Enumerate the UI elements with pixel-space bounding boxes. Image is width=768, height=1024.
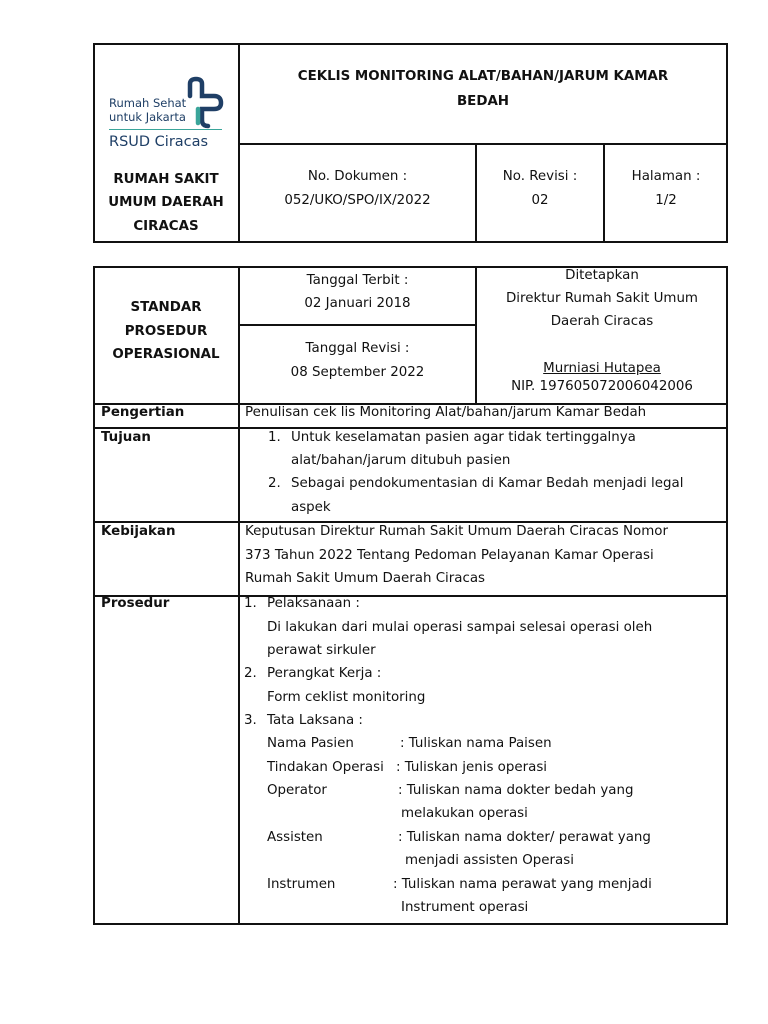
- field-desc-operator-line-1: : Tuliskan nama dokter bedah yang: [398, 783, 634, 798]
- kebijakan-line-2: 373 Tahun 2022 Tentang Pedoman Pelayanan Kamar Operasi: [245, 548, 654, 563]
- tujuan-item-1-line-2: alat/bahan/jarum ditubuh pasien: [291, 453, 511, 468]
- field-label-nama-pasien: Nama Pasien: [267, 736, 354, 751]
- tujuan-item-1-num: 1.: [268, 430, 281, 445]
- prosedur-step-2-num: 2.: [244, 666, 257, 681]
- document-title-line-2: BEDAH: [456, 94, 510, 109]
- signer-nip: NIP. 197605072006042006: [511, 379, 693, 394]
- prosedur-step-2-line-1: Form ceklist monitoring: [267, 690, 426, 705]
- revision-date-label: Tanggal Revisi :: [305, 341, 410, 356]
- logo-name: RSUD Ciracas: [109, 134, 209, 150]
- kebijakan-line-3: Rumah Sakit Umum Daerah Ciracas: [245, 571, 486, 586]
- field-label-operator: Operator: [267, 783, 327, 798]
- tujuan-item-1-line-1: Untuk keselamatan pasien agar tidak tertinggalnya: [291, 430, 636, 445]
- field-desc-instrumen-line-1: : Tuliskan nama perawat yang menjadi: [393, 877, 652, 892]
- institution-line-1: RUMAH SAKIT: [113, 172, 219, 187]
- pengertian-text: Penulisan cek lis Monitoring Alat/bahan/jarum Kamar Bedah: [245, 405, 647, 420]
- tujuan-label: Tujuan: [101, 430, 151, 445]
- approver-title-line-1: Direktur Rumah Sakit Umum: [506, 291, 698, 306]
- prosedur-step-3-num: 3.: [244, 713, 257, 728]
- tujuan-item-2-line-2: aspek: [291, 500, 331, 515]
- field-desc-assisten-line-2: menjadi assisten Operasi: [405, 853, 574, 868]
- prosedur-label: Prosedur: [101, 596, 170, 611]
- field-desc-operator-line-2: melakukan operasi: [401, 806, 528, 821]
- field-desc-assisten-line-1: : Tuliskan nama dokter/ perawat yang: [398, 830, 651, 845]
- field-label-instrumen: Instrumen: [267, 877, 336, 892]
- issue-date-label: Tanggal Terbit :: [306, 273, 409, 288]
- revision-date-value: 08 September 2022: [290, 365, 425, 380]
- page-label: Halaman :: [631, 169, 701, 184]
- field-label-tindakan-operasi: Tindakan Operasi: [267, 760, 384, 775]
- page-value: 1/2: [655, 193, 677, 208]
- signer-name-text: Murniasi Hutapea: [543, 361, 661, 376]
- sop-label-line-3: OPERASIONAL: [112, 347, 220, 362]
- tujuan-item-2-num: 2.: [268, 476, 281, 491]
- logo-tagline-2: untuk Jakarta: [109, 110, 186, 124]
- approval-label: Ditetapkan: [565, 268, 639, 283]
- logo-divider: [109, 129, 222, 130]
- doc-number-value: 052/UKO/SPO/IX/2022: [284, 193, 431, 208]
- tujuan-item-2-line-1: Sebagai pendokumentasian di Kamar Bedah menjadi legal: [291, 476, 684, 491]
- kebijakan-line-1: Keputusan Direktur Rumah Sakit Umum Daerah Ciracas Nomor: [245, 524, 668, 539]
- prosedur-step-2-title: Perangkat Kerja :: [267, 666, 382, 681]
- sop-label-line-2: PROSEDUR: [124, 324, 208, 339]
- pengertian-label: Pengertian: [101, 405, 185, 420]
- doc-number-label: No. Dokumen :: [307, 169, 408, 184]
- document-title-line-1: CEKLIS MONITORING ALAT/BAHAN/JARUM KAMAR: [297, 69, 669, 84]
- approver-title-line-2: Daerah Ciracas: [550, 314, 654, 329]
- revision-value: 02: [531, 193, 549, 208]
- field-label-assisten: Assisten: [267, 830, 323, 845]
- institution-line-3: CIRACAS: [133, 219, 199, 234]
- sop-label-line-1: STANDAR: [130, 300, 202, 315]
- prosedur-step-1-line-1: Di lakukan dari mulai operasi sampai selesai operasi oleh: [267, 620, 653, 635]
- field-desc-tindakan-operasi: : Tuliskan jenis operasi: [396, 760, 548, 775]
- prosedur-step-1-num: 1.: [244, 596, 257, 611]
- prosedur-step-1-line-2: perawat sirkuler: [267, 643, 376, 658]
- institution-line-2: UMUM DAERAH: [108, 195, 224, 210]
- kebijakan-label: Kebijakan: [101, 524, 176, 539]
- logo-tagline-1: Rumah Sehat: [109, 96, 187, 110]
- field-desc-instrumen-line-2: Instrument operasi: [401, 900, 529, 915]
- issue-date-value: 02 Januari 2018: [304, 296, 411, 311]
- prosedur-step-3-title: Tata Laksana :: [267, 713, 363, 728]
- revision-label: No. Revisi :: [502, 169, 578, 184]
- prosedur-step-1-title: Pelaksanaan :: [267, 596, 360, 611]
- field-desc-nama-pasien: : Tuliskan nama Paisen: [400, 736, 552, 751]
